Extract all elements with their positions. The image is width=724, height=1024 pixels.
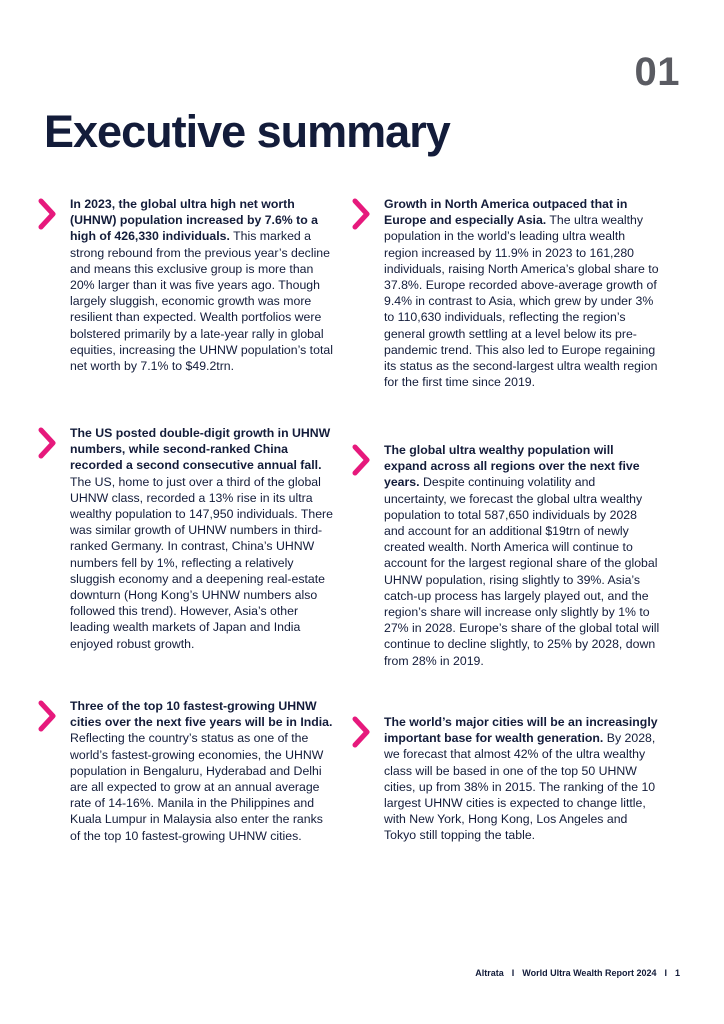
summary-item [350, 714, 660, 844]
footer-separator: I [511, 968, 515, 978]
summary-lead: Three of the top 10 fastest-growing UHNW cities over the next five years will be in India. [70, 699, 333, 730]
chevron-right-icon [350, 716, 372, 746]
summary-text [384, 714, 660, 844]
chevron-right-icon [350, 444, 372, 474]
summary-item [350, 196, 660, 390]
page-footer [475, 968, 680, 978]
page-title: Executive summary [44, 106, 450, 157]
summary-text [70, 425, 336, 652]
footer-separator: I [664, 968, 667, 978]
summary-body: The US, home to just over a third of the global UHNW class, recorded a 13% rise in its ultra wealthy population to 147,950 individuals. There was similar growth of UHNW numbers in third-ranked Germany. In contrast, China’s UHNW numbers fell by 1%, reflecting a relatively sluggish economy and a deepening real-estate downturn (Hong Kong’s UHNW numbers also followed this trend). However, Asia’s other leading wealth markets of Japan and India enjoyed robust growth. [70, 474, 333, 651]
summary-item [36, 196, 336, 374]
footer-report-title: World Ultra Wealth Report 2024 [522, 968, 657, 978]
summary-lead: The world’s major cities will be an increasingly important base for wealth generation. [384, 715, 658, 746]
summary-item [36, 425, 336, 652]
summary-body: The ultra wealthy population in the world’s leading ultra wealth region increased by 11.9% in 2023 to 161,280 individuals, raising North America’s global share to 37.8%. Europe recorded above-average growth of 9.4% in contrast to Asia, which grew by under 3% to 110,630 individuals, reflecting the region’s general growth settling at a level below its pre-pandemic trend. This also led to Europe regaining its status as the second-largest ultra wealth region for the first time since 2019. [384, 213, 659, 390]
chapter-number: 01 [634, 50, 680, 94]
chevron-right-icon [36, 198, 58, 228]
summary-text [384, 442, 660, 669]
summary-text [70, 196, 336, 374]
summary-body: Despite continuing volatility and uncertainty, we forecast the global ultra wealthy population to total 587,650 individuals by 2028 and account for an additional $19trn of newly created wealth. North America will continue to account for the largest regional share of the global UHNW population, rising slightly to 39%. Asia’s catch-up process has largely played out, and the region’s share will increase only slightly by 1% to 27% in 2028. Europe’s share of the global total will continue to decline slightly, to 25% by 2028, down from 28% in 2019. [384, 475, 660, 668]
summary-text [384, 196, 660, 390]
summary-body: By 2028, we forecast that almost 42% of the ultra wealthy class will be based in one of the top 50 UHNW cities, up from 38% in 2015. The ranking of the 10 largest UHNW cities is expected to change little, with New York, Hong Kong, Los Angeles and Tokyo still topping the table. [384, 731, 656, 843]
chevron-right-icon [36, 427, 58, 457]
summary-lead: Growth in North America outpaced that in Europe and especially Asia. [384, 197, 628, 228]
summary-item [350, 442, 660, 669]
footer-brand: Altrata [475, 968, 504, 978]
chevron-right-icon [350, 198, 372, 228]
summary-lead: In 2023, the global ultra high net worth (UHNW) population increased by 7.6% to a high of 426,330 individuals. [70, 197, 319, 244]
summary-lead: The US posted double-digit growth in UHNW numbers, while second-ranked China recorded a second consecutive annual fall. [70, 426, 331, 473]
summary-text [70, 698, 336, 844]
summary-lead: The global ultra wealthy population will expand across all regions over the next five years. [384, 443, 640, 490]
summary-body: Reflecting the country’s status as one of the world’s fastest-growing economies, the UHNW population in Bengaluru, Hyderabad and Delhi are all expected to grow at an annual average rate of 14-16%. Manila in the Philippines and Kuala Lumpur in Malaysia also enter the ranks of the top 10 fastest-growing UHNW cities. [70, 731, 324, 843]
summary-item [36, 698, 336, 844]
chevron-right-icon [36, 700, 58, 730]
summary-body: This marked a strong rebound from the previous year’s decline and means this exclusive group is more than 20% larger than it was five years ago. Though largely sluggish, economic growth was more resilient than expected. Wealth portfolios were bolstered primarily by a late-year rally in global equities, increasing the UHNW population’s total net worth by 7.1% to $49.2trn. [70, 229, 333, 374]
page-number: 1 [674, 968, 680, 978]
